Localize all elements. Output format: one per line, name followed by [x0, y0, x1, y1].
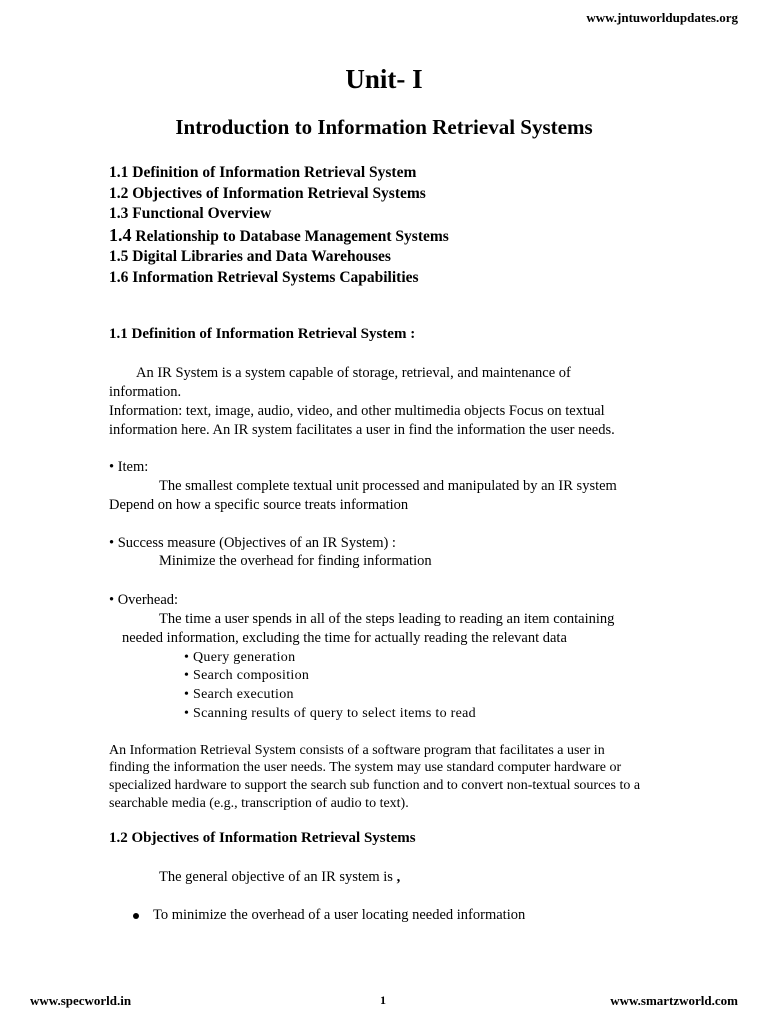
toc-item[interactable]: 1.4 Relationship to Database Management Systems [109, 224, 449, 245]
intro-line: An IR System is a system capable of storage, retrieval, and maintenance of [136, 365, 571, 381]
description-paragraph-line: searchable media (e.g., transcription of audio to text). [109, 796, 409, 811]
item-definition: Depend on how a specific source treats information [109, 497, 409, 513]
toc-item[interactable]: 1.5 Digital Libraries and Data Warehouses [109, 248, 391, 265]
item-definition: The smallest complete textual unit processed and manipulated by an IR system [159, 478, 617, 494]
toc-item[interactable]: 1.2 Objectives of Information Retrieval Systems [109, 184, 426, 202]
item-label: • Item: [109, 459, 149, 475]
overhead-text: The time a user spends in all of the steps leading to reading an item containing [159, 611, 615, 627]
bullet-icon [133, 913, 139, 919]
section-2-heading: 1.2 Objectives of Information Retrieval Systems [109, 830, 416, 846]
intro-line: information here. An IR system facilitates a user in find the information the user needs. [109, 422, 615, 438]
objective-bullet: To minimize the overhead of a user locating needed information [133, 906, 525, 925]
description-paragraph-line: finding the information the user needs. The system may use standard computer hardware or [109, 760, 622, 775]
header-url[interactable]: www.jntuworldupdates.org [586, 10, 738, 25]
footer-left-url[interactable]: www.specworld.in [30, 993, 132, 1008]
list-item: • Scanning results of query to select items to read [184, 706, 476, 721]
success-measure-text: Minimize the overhead for finding information [159, 553, 432, 569]
intro-line: Information: text, image, audio, video, and other multimedia objects Focus on textual [109, 403, 605, 419]
main-title: Introduction to Information Retrieval Systems [175, 115, 593, 139]
success-measure-label: • Success measure (Objectives of an IR System) : [109, 535, 396, 551]
unit-title: Unit- I [345, 64, 423, 94]
general-objective: The general objective of an IR system is , [159, 869, 401, 885]
toc-item[interactable]: 1.6 Information Retrieval Systems Capabilities [109, 268, 419, 286]
footer-right-url[interactable]: www.smartzworld.com [610, 993, 738, 1008]
page-number: 1 [380, 993, 386, 1007]
list-item: • Search execution [184, 687, 294, 702]
toc-item[interactable]: 1.3 Functional Overview [109, 205, 272, 222]
description-paragraph-line: An Information Retrieval System consists of a software program that facilitates a user in [109, 743, 605, 758]
list-item: • Search composition [184, 668, 310, 683]
table-of-contents [109, 163, 449, 288]
toc-item[interactable]: 1.1 Definition of Information Retrieval System [109, 164, 417, 181]
intro-line: information. [109, 384, 182, 400]
list-item: • Query generation [184, 650, 296, 665]
section-1-heading: 1.1 Definition of Information Retrieval System : [109, 326, 416, 342]
description-paragraph-line: specialized hardware to support the search sub function and to convert non-textual sources to a [109, 778, 641, 793]
overhead-label: • Overhead: [109, 592, 179, 608]
overhead-text: needed information, excluding the time for actually reading the relevant data [122, 630, 567, 646]
